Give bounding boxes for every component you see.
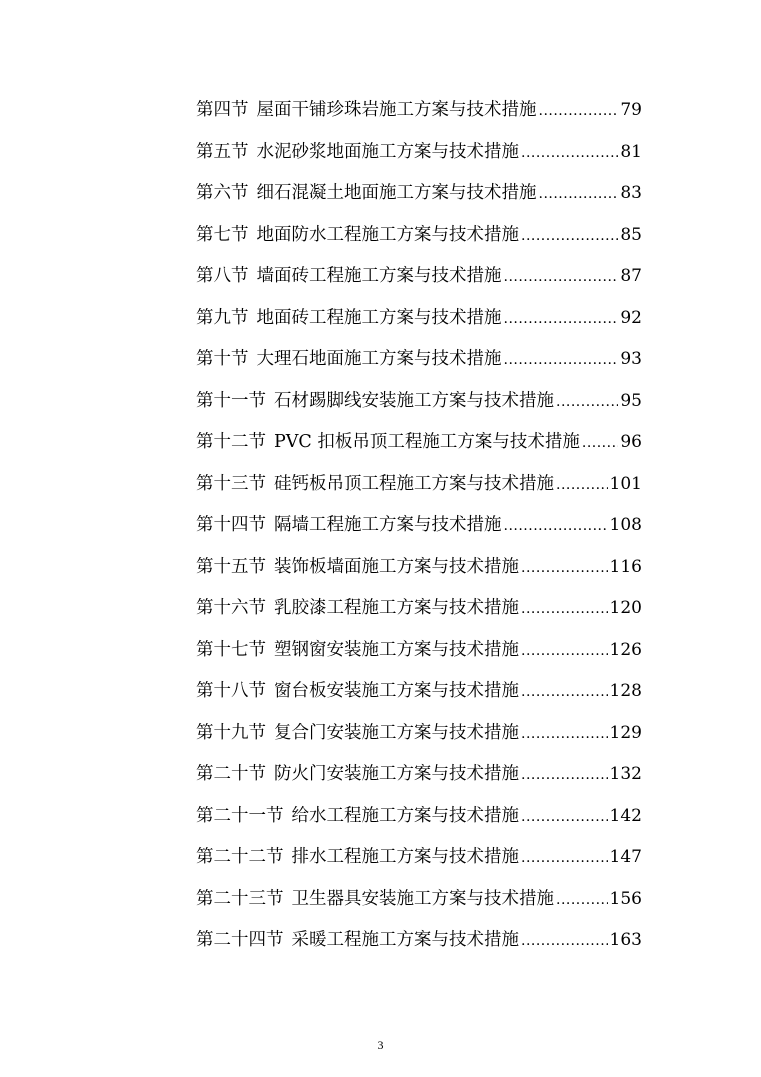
toc-title: 装饰板墙面施工方案与技术措施: [274, 557, 519, 577]
toc-entry[interactable]: [196, 303, 642, 333]
toc-page-number: 87: [620, 266, 642, 286]
toc-entry[interactable]: [196, 801, 642, 831]
toc-leader-dots: [504, 304, 619, 334]
toc-entry[interactable]: [196, 593, 642, 623]
toc-title: 排水工程施工方案与技术措施: [291, 847, 519, 867]
toc-entry[interactable]: [196, 552, 642, 582]
toc-page-number: 108: [609, 515, 642, 535]
toc-entry[interactable]: [196, 842, 642, 872]
toc-title: 防火门安装施工方案与技术措施: [274, 764, 519, 784]
toc-section-number: 第十九节: [196, 723, 266, 743]
toc-leader-dots: [521, 843, 608, 873]
toc-page-number: 79: [620, 100, 642, 120]
toc-title: 地面砖工程施工方案与技术措施: [256, 308, 502, 328]
toc-section-number: 第四节: [196, 100, 249, 120]
toc-entry[interactable]: [196, 469, 642, 499]
toc-leader-dots: [521, 677, 608, 707]
toc-section-number: 第二十节: [196, 764, 266, 784]
toc-leader-dots: [521, 594, 608, 624]
toc-entry[interactable]: [196, 95, 642, 125]
toc-leader-dots: [521, 553, 608, 583]
toc-section-number: 第十三节: [196, 474, 266, 494]
toc-leader-dots: [556, 387, 618, 417]
toc-page-number: 101: [609, 474, 642, 494]
toc-section-number: 第十节: [196, 349, 249, 369]
toc-leader-dots: [521, 760, 608, 790]
toc-leader-dots: [521, 138, 618, 168]
toc-entry[interactable]: [196, 178, 642, 208]
toc-leader-dots: [504, 511, 608, 541]
toc-leader-dots: [539, 179, 619, 209]
toc-page-number: 92: [620, 308, 642, 328]
toc-entry[interactable]: [196, 884, 642, 914]
toc-entry[interactable]: [196, 925, 642, 955]
toc-title: 给水工程施工方案与技术措施: [291, 806, 519, 826]
toc-page-number: 163: [609, 930, 642, 950]
toc-section-number: 第十七节: [196, 640, 266, 660]
toc-title: 水泥砂浆地面施工方案与技术措施: [256, 142, 519, 162]
toc-page-number: 81: [620, 142, 642, 162]
toc-leader-dots: [556, 885, 608, 915]
toc-entry[interactable]: [196, 510, 642, 540]
toc-page-number: 128: [609, 681, 642, 701]
toc-section-number: 第二十二节: [196, 847, 284, 867]
toc-entry[interactable]: [196, 220, 642, 250]
toc-title: 卫生器具安装施工方案与技术措施: [291, 889, 554, 909]
toc-title: 墙面砖工程施工方案与技术措施: [256, 266, 502, 286]
toc-title: 细石混凝土地面施工方案与技术措施: [256, 183, 537, 203]
toc-section-number: 第十一节: [196, 391, 266, 411]
toc-title: 窗台板安装施工方案与技术措施: [274, 681, 519, 701]
toc-section-number: 第五节: [196, 142, 249, 162]
toc-leader-dots: [582, 428, 618, 458]
toc-leader-dots: [504, 345, 619, 375]
toc-section-number: 第二十四节: [196, 930, 284, 950]
toc-title: 复合门安装施工方案与技术措施: [274, 723, 519, 743]
toc-page-number: 85: [620, 225, 642, 245]
toc-section-number: 第十二节: [196, 432, 266, 452]
toc-page-number: 147: [609, 847, 642, 867]
toc-section-number: 第十四节: [196, 515, 266, 535]
toc-section-number: 第十八节: [196, 681, 266, 701]
toc-entry[interactable]: [196, 635, 642, 665]
toc-page-number: 83: [620, 183, 642, 203]
toc-entry[interactable]: [196, 759, 642, 789]
toc-leader-dots: [521, 719, 608, 749]
toc-page-number: 116: [609, 557, 642, 577]
toc-page-number: 96: [620, 432, 642, 452]
toc-page-number: 120: [609, 598, 642, 618]
toc-title: 隔墙工程施工方案与技术措施: [274, 515, 502, 535]
toc-section-number: 第八节: [196, 266, 249, 286]
toc-entry[interactable]: [196, 427, 642, 457]
toc-entry[interactable]: [196, 676, 642, 706]
toc-title: 硅钙板吊顶工程施工方案与技术措施: [274, 474, 554, 494]
toc-title: 乳胶漆工程施工方案与技术措施: [274, 598, 519, 618]
toc-title: 石材踢脚线安装施工方案与技术措施: [274, 391, 554, 411]
page-number: 3: [377, 1038, 384, 1052]
toc-page-number: 132: [609, 764, 642, 784]
toc-section-number: 第十五节: [196, 557, 266, 577]
toc-section-number: 第二十三节: [196, 889, 284, 909]
toc-leader-dots: [521, 636, 608, 666]
toc-page-number: 95: [620, 391, 642, 411]
toc-title: PVC 扣板吊顶工程施工方案与技术措施: [274, 432, 580, 452]
toc-page-number: 126: [609, 640, 642, 660]
toc-page-number: 129: [609, 723, 642, 743]
toc-title: 地面防水工程施工方案与技术措施: [256, 225, 519, 245]
toc-section-number: 第二十一节: [196, 806, 284, 826]
toc-leader-dots: [521, 802, 608, 832]
toc-section-number: 第十六节: [196, 598, 266, 618]
toc-section-number: 第六节: [196, 183, 249, 203]
toc-entry[interactable]: [196, 137, 642, 167]
toc-page-number: 142: [609, 806, 642, 826]
toc-title: 大理石地面施工方案与技术措施: [256, 349, 502, 369]
toc-title: 塑钢窗安装施工方案与技术措施: [274, 640, 519, 660]
toc-entry[interactable]: [196, 344, 642, 374]
toc-leader-dots: [556, 470, 608, 500]
toc-leader-dots: [521, 926, 608, 956]
toc-title: 采暖工程施工方案与技术措施: [291, 930, 519, 950]
toc-entry[interactable]: [196, 386, 642, 416]
toc-section-number: 第七节: [196, 225, 249, 245]
toc-page-number: 156: [609, 889, 642, 909]
toc-page-number: 93: [620, 349, 642, 369]
toc-section-number: 第九节: [196, 308, 249, 328]
toc-title: 屋面干铺珍珠岩施工方案与技术措施: [256, 100, 537, 120]
toc-leader-dots: [504, 262, 619, 292]
toc-leader-dots: [539, 96, 619, 126]
toc-entry[interactable]: [196, 261, 642, 291]
toc-entry[interactable]: [196, 718, 642, 748]
toc-leader-dots: [521, 221, 618, 251]
